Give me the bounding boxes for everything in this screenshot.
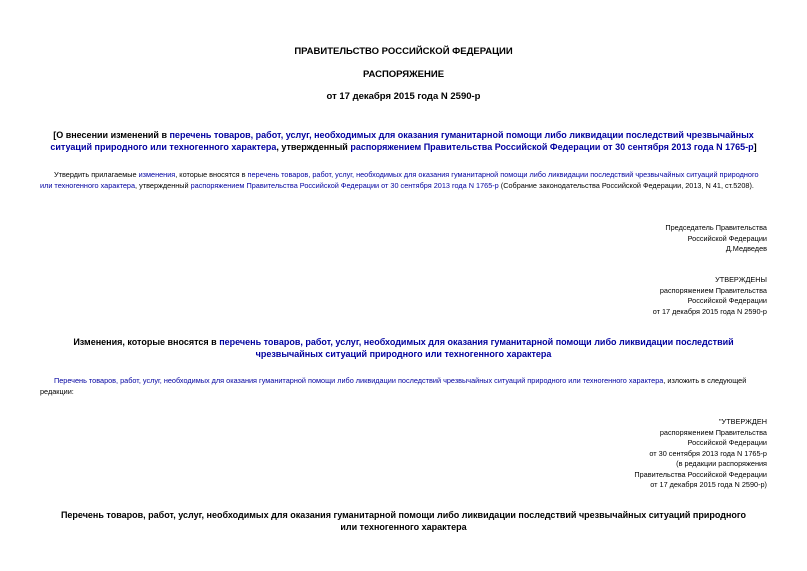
approved2-line-7: от 17 декабря 2015 года N 2590-р) [650,480,767,489]
link-order[interactable]: распоряжением Правительства Российской Федерации от 30 сентября 2013 года N 1765-р [190,180,499,190]
approved2-line-6: Правительства Российской Федерации [634,469,767,479]
signature-block [665,223,767,255]
changes-title-prefix: Изменения, которые вносятся в [73,337,220,347]
changes-body-suffix: , изложить в следующей редакции: [40,376,747,396]
title-open: [О внесении изменений в [53,130,170,140]
changes-title-link[interactable]: перечень товаров, работ, услуг, необходимых для оказания гуманитарной помощи либо ликвидации последствий чрезвычайных ситуаций природного или техногенного характера [219,337,734,359]
changes-title [40,336,767,360]
document-type-heading: РАСПОРЯЖЕНИЕ [362,69,445,80]
approved2-line-3: Российской Федерации [687,438,767,447]
title-link-list[interactable]: перечень товаров, работ, услуг, необходимых для оказания гуманитарной помощи либо ликвидации последствий чрезвычайных ситуаций природного или техногенного характера [50,130,754,152]
approved2-line-5: (в редакции распоряжения [676,459,767,468]
body-paragraph [40,170,767,191]
changes-body-link[interactable]: Перечень товаров, работ, услуг, необходимых для оказания гуманитарной помощи либо ликвидации последствий чрезвычайных ситуаций природного или техногенного характера [54,376,664,385]
approved-line-4: от 17 декабря 2015 года N 2590-р [652,306,767,316]
list-title: Перечень товаров, работ, услуг, необходимых для оказания гуманитарной помощи либо ликвидации последствий чрезвычайных ситуаций природного или техногенного характера [60,510,747,532]
changes-body [40,376,767,397]
link-changes[interactable]: изменения [138,170,176,179]
link-list[interactable]: перечень товаров, работ, услуг, необходимых для оказания гуманитарной помощи либо ликвидации последствий чрезвычайных ситуаций природного или техногенного характера [40,170,759,190]
body-text-4: (Собрание законодательства Российской Федерации, 2013, N 41, ст.5208). [498,180,754,190]
approved2-line-4: от 30 сентября 2013 года N 1765-р [649,448,767,458]
document-title [40,129,767,153]
government-heading: ПРАВИТЕЛЬСТВО РОССИЙСКОЙ ФЕДЕРАЦИИ [294,46,513,57]
document-date-number: от 17 декабря 2015 года N 2590-р [326,91,481,102]
approved2-line-2: распоряжением Правительства [659,427,767,437]
title-mid: , утвержденный [276,142,351,152]
signature-line-2: Российской Федерации [687,233,767,243]
approved-block-2 [634,417,767,491]
signature-line-1: Председатель Правительства [665,223,767,232]
title-close: ] [753,142,757,152]
approved-line-3: Российской Федерации [687,296,767,305]
approved2-line-1: "УТВЕРЖДЕН [718,417,767,426]
title-link-order[interactable]: распоряжением Правительства Российской Федерации от 30 сентября 2013 года N 1765-р [350,142,754,152]
signature-line-3: Д.Медведев [725,244,767,253]
body-text-2: , которые вносятся в [175,170,248,179]
approved-block [653,275,767,317]
approved-line-2: распоряжением Правительства [659,285,767,295]
approved-line-1: УТВЕРЖДЕНЫ [715,275,767,284]
body-text-1: Утвердить прилагаемые [54,170,139,179]
body-text-3: , утвержденный [135,180,191,190]
